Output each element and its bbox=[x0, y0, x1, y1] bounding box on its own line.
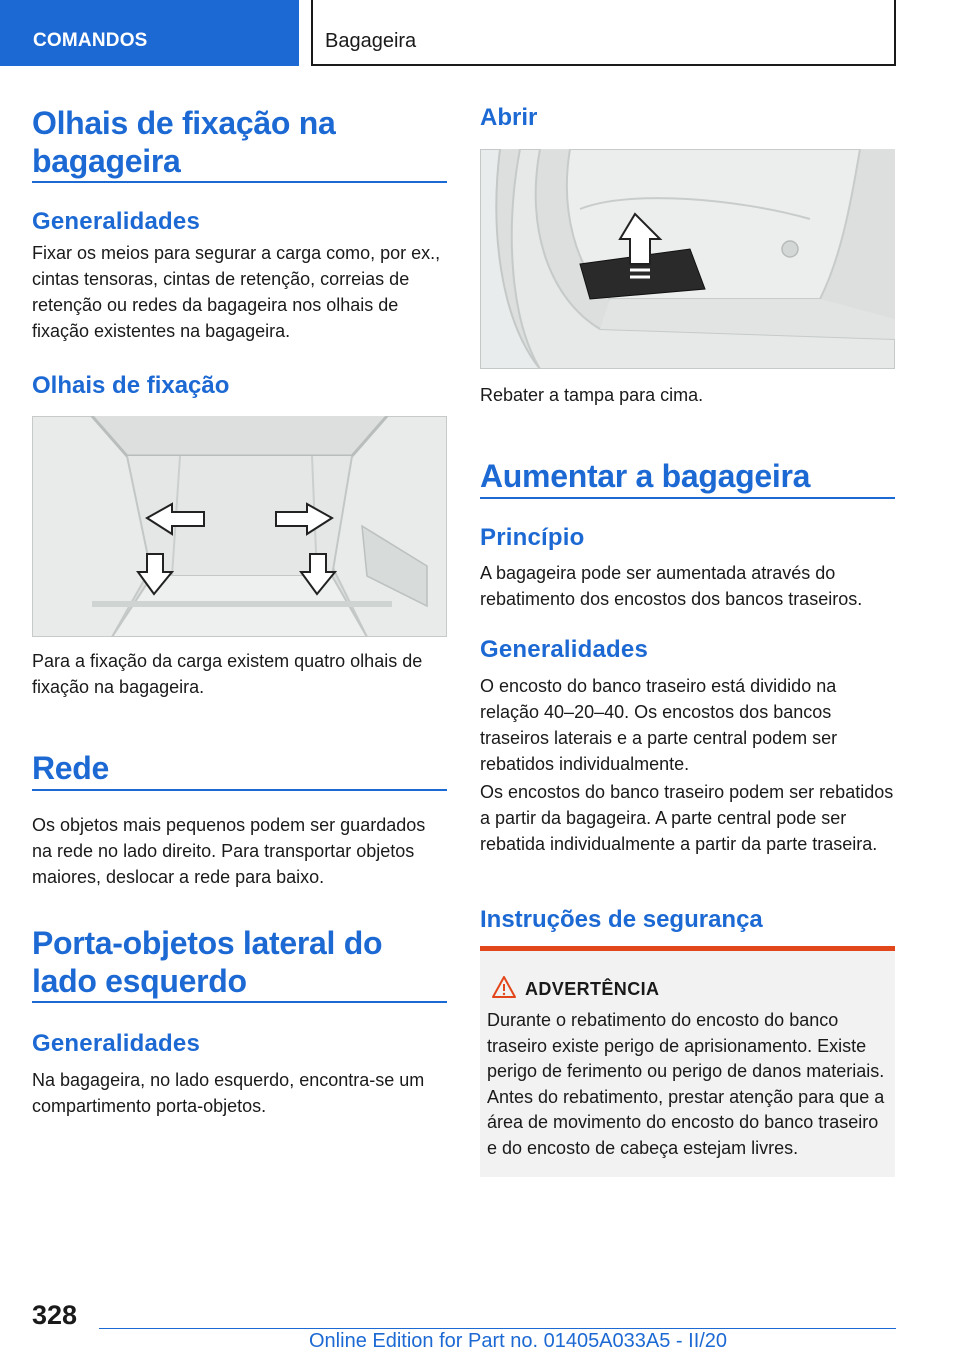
footer-edition: Online Edition for Part no. 01405A033A5 - II/20 bbox=[309, 1330, 728, 1352]
heading-enlarge-trunk: Aumentar a bagageira bbox=[480, 458, 811, 494]
heading-fixation-eyes: Olhais de fixação na bagageira bbox=[32, 105, 336, 179]
subheading-open: Abrir bbox=[480, 104, 538, 131]
warning-text: Durante o rebatimento do encosto do banco traseiro existe perigo de aprisionamento. Existe perigo de ferimento ou perigo de danos materiais. Antes do rebatimento, prestar atenção para que a área de movimento do encosto do banco traseiro e do encosto de cabeça estejam livres. bbox=[487, 1010, 885, 1158]
trunk-fixation-eyes-figure bbox=[32, 416, 447, 637]
subheading-principle: Princípio bbox=[480, 524, 585, 551]
paragraph-general-2: Os encostos do banco traseiro podem ser rebatidos a partir da bagageira. A parte central pode ser rebatida individualmente a partir da parte traseira. bbox=[480, 782, 894, 854]
paragraph-net: Os objetos mais pequenos podem ser guardados na rede no lado direito. Para transportar objetos maiores, deslocar a rede para baixo. bbox=[32, 815, 426, 887]
subheading-general: Generalidades bbox=[480, 636, 649, 663]
page-title: Bagageira bbox=[325, 30, 417, 52]
subheading-fixation-eyes: Olhais de fixação bbox=[32, 372, 230, 399]
heading-rule bbox=[32, 789, 447, 791]
heading-rule bbox=[480, 497, 895, 499]
paragraph-open: Rebater a tampa para cima. bbox=[480, 385, 704, 405]
subheading-side-general: Generalidades bbox=[32, 1030, 201, 1057]
heading-rule bbox=[32, 1001, 447, 1003]
warning-box bbox=[480, 946, 895, 1177]
paragraph-general-1: O encosto do banco traseiro está dividido na relação 40–20–40. Os encostos dos bancos traseiros laterais e a parte central podem ser rebatidos individualmente. bbox=[480, 676, 838, 774]
heading-rule bbox=[32, 181, 447, 183]
paragraph-fixation-eyes: Para a fixação da carga existem quatro olhais de fixação na bagageira. bbox=[32, 651, 423, 697]
footer-rule bbox=[99, 1328, 896, 1329]
page-number: 328 bbox=[32, 1300, 78, 1330]
section-tab-label: COMANDOS bbox=[33, 30, 148, 51]
subheading-safety: Instruções de segurança bbox=[480, 906, 763, 933]
warning-bar bbox=[480, 946, 895, 951]
paragraph-general: Fixar os meios para segurar a carga como, por ex., cintas tensoras, cintas de retenção, correias de retenção ou redes da bagageira nos olhais de fixação existentes na bagageira. bbox=[32, 243, 441, 341]
warning-title: ADVERTÊNCIA bbox=[525, 979, 660, 999]
paragraph-principle: A bagageira pode ser aumentada através do rebatimento dos encostos dos bancos traseiros. bbox=[480, 563, 863, 609]
subheading-general: Generalidades bbox=[32, 208, 201, 235]
heading-net: Rede bbox=[32, 750, 110, 786]
warning-triangle-icon bbox=[492, 976, 516, 1003]
heading-side-compartment: Porta-objetos lateral do lado esquerdo bbox=[32, 925, 383, 999]
paragraph-side-compartment: Na bagageira, no lado esquerdo, encontra-se um compartimento porta-objetos. bbox=[32, 1070, 425, 1116]
side-compartment-open-figure bbox=[480, 149, 895, 369]
